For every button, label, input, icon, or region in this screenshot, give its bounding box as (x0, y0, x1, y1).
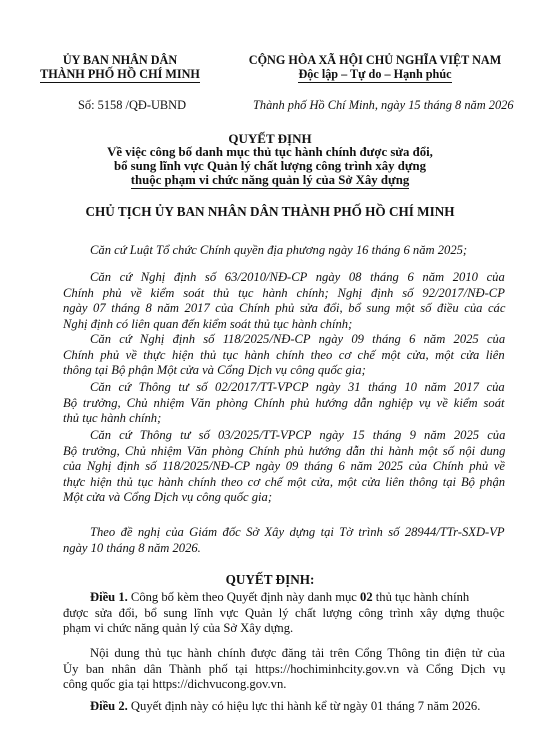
legal-basis-line: Căn cứ Nghị định số 63/2010/NĐ-CP ngày 08 tháng 6 năm 2010 của (90, 270, 505, 284)
article-1-first-line: Điều 1. Công bố kèm theo Quyết định này danh mục 02 thủ tục hành chính (90, 590, 470, 604)
article-1-line: được sửa đổi, bổ sung lĩnh vực Quản lý chất lượng công trình xây dựng thuộc (63, 605, 505, 620)
article-2-label: Điều 2. (90, 699, 128, 713)
article-1-para2-line: công quốc gia tại https://dichvucong.gov.vn. (63, 677, 287, 691)
article-2: Điều 2. Quyết định này có hiệu lực thi hành kể từ ngày 01 tháng 7 năm 2026. (90, 699, 481, 713)
document-number: Số: 5158 /QĐ-UBND (78, 98, 187, 112)
legal-basis-line: Căn cứ Thông tư số 03/2025/TT-VPCP ngày 15 tháng 9 năm 2025 của (90, 428, 506, 442)
subtitle-line: Về việc công bố danh mục thủ tục hành chính được sửa đổi, (107, 145, 433, 159)
legal-basis-line: Nghị định có liên quan đến kiểm soát thủ tục hành chính; (63, 316, 353, 331)
subtitle-line: thuộc phạm vi chức năng quản lý của Sở Xây dựng (130, 173, 410, 187)
legal-basis-line: Căn cứ Nghị định số 118/2025/NĐ-CP ngày 09 tháng 6 năm 2025 của (90, 332, 506, 346)
issuing-authority: CHỦ TỊCH ỦY BAN NHÂN DÂN THÀNH PHỐ HỒ CHÍ MINH (85, 204, 455, 219)
national-motto-block (240, 53, 510, 83)
legal-basis-line: thông tại Bộ phận Một cửa và Cổng Dịch vụ công quốc gia; (63, 363, 366, 377)
legal-basis-line: ngày 10 tháng 8 năm 2026. (63, 540, 201, 555)
legal-basis-line: Bộ trưởng, Chủ nhiệm Văn phòng Chính phủ hướng dẫn nghiệp vụ về kiểm soát (63, 395, 505, 410)
legal-basis-line: ngày 07 tháng 8 năm 2017 của Chính phủ sửa đổi, bổ sung một số điều của các (63, 301, 506, 315)
legal-basis-line: Căn cứ Luật Tổ chức Chính quyền địa phương ngày 16 tháng 6 năm 2025; (90, 243, 468, 257)
legal-basis-line: Một cửa và Cổng Dịch vụ công quốc gia; (63, 490, 273, 504)
legal-basis-line: Căn cứ Thông tư số 02/2017/TT-VPCP ngày 31 tháng 10 năm 2017 của (90, 380, 505, 394)
legal-basis-line: Chính phủ về kiểm soát thủ tục hành chính; Nghị định số 92/2017/NĐ-CP (63, 285, 505, 300)
issuer-block (40, 53, 200, 83)
legal-basis-line: Chính phủ về thực hiện thủ tục hành chính theo cơ chế một cửa, một cửa liên (63, 347, 505, 362)
place-date: Thành phố Hồ Chí Minh, ngày 15 tháng 8 năm 2026 (253, 98, 514, 112)
issuer-line-2: THÀNH PHỐ HỒ CHÍ MINH (40, 67, 200, 81)
motto: Độc lập – Tự do – Hạnh phúc (298, 67, 452, 81)
document-title: QUYẾT ĐỊNH (228, 131, 312, 146)
article-1-line: phạm vi chức năng quản lý của Sở Xây dựng. (63, 621, 294, 635)
issuer-line-1: ỦY BAN NHÂN DÂN (62, 53, 178, 67)
decision-heading: QUYẾT ĐỊNH: (225, 572, 315, 587)
article-1-para2-line: Ủy ban nhân dân Thành phố tại https://hochiminhcity.gov.vn và Cổng Dịch vụ (63, 661, 506, 676)
legal-basis-line: thủ tục hành chính; (63, 411, 162, 425)
legal-basis-line: Theo đề nghị của Giám đốc Sở Xây dựng tại Tờ trình số 28944/TTr-SXD-VP (90, 525, 505, 539)
document-subtitle (0, 145, 540, 189)
article-1-label: Điều 1. (90, 590, 128, 604)
country-name: CỘNG HÒA XÃ HỘI CHỦ NGHĨA VIỆT NAM (248, 53, 502, 67)
subtitle-line: bổ sung lĩnh vực Quản lý chất lượng công trình xây dựng (113, 159, 427, 173)
legal-basis-line: thực hiện thủ tục hành chính theo cơ chế một cửa, một cửa liên thông tại Bộ phận (63, 474, 506, 489)
legal-basis-line: của Nghị định số 118/2025/NĐ-CP ngày 09 tháng 6 năm 2025 của Chính phủ về (63, 459, 506, 473)
article-1-para2-line: Nội dung thủ tục hành chính được đăng tải trên Cổng Thông tin điện tử của (90, 646, 505, 660)
legal-basis-line: Bộ trưởng, Chủ nhiệm Văn phòng Chính phủ hướng dẫn thi hành một số nội dung (63, 443, 506, 458)
